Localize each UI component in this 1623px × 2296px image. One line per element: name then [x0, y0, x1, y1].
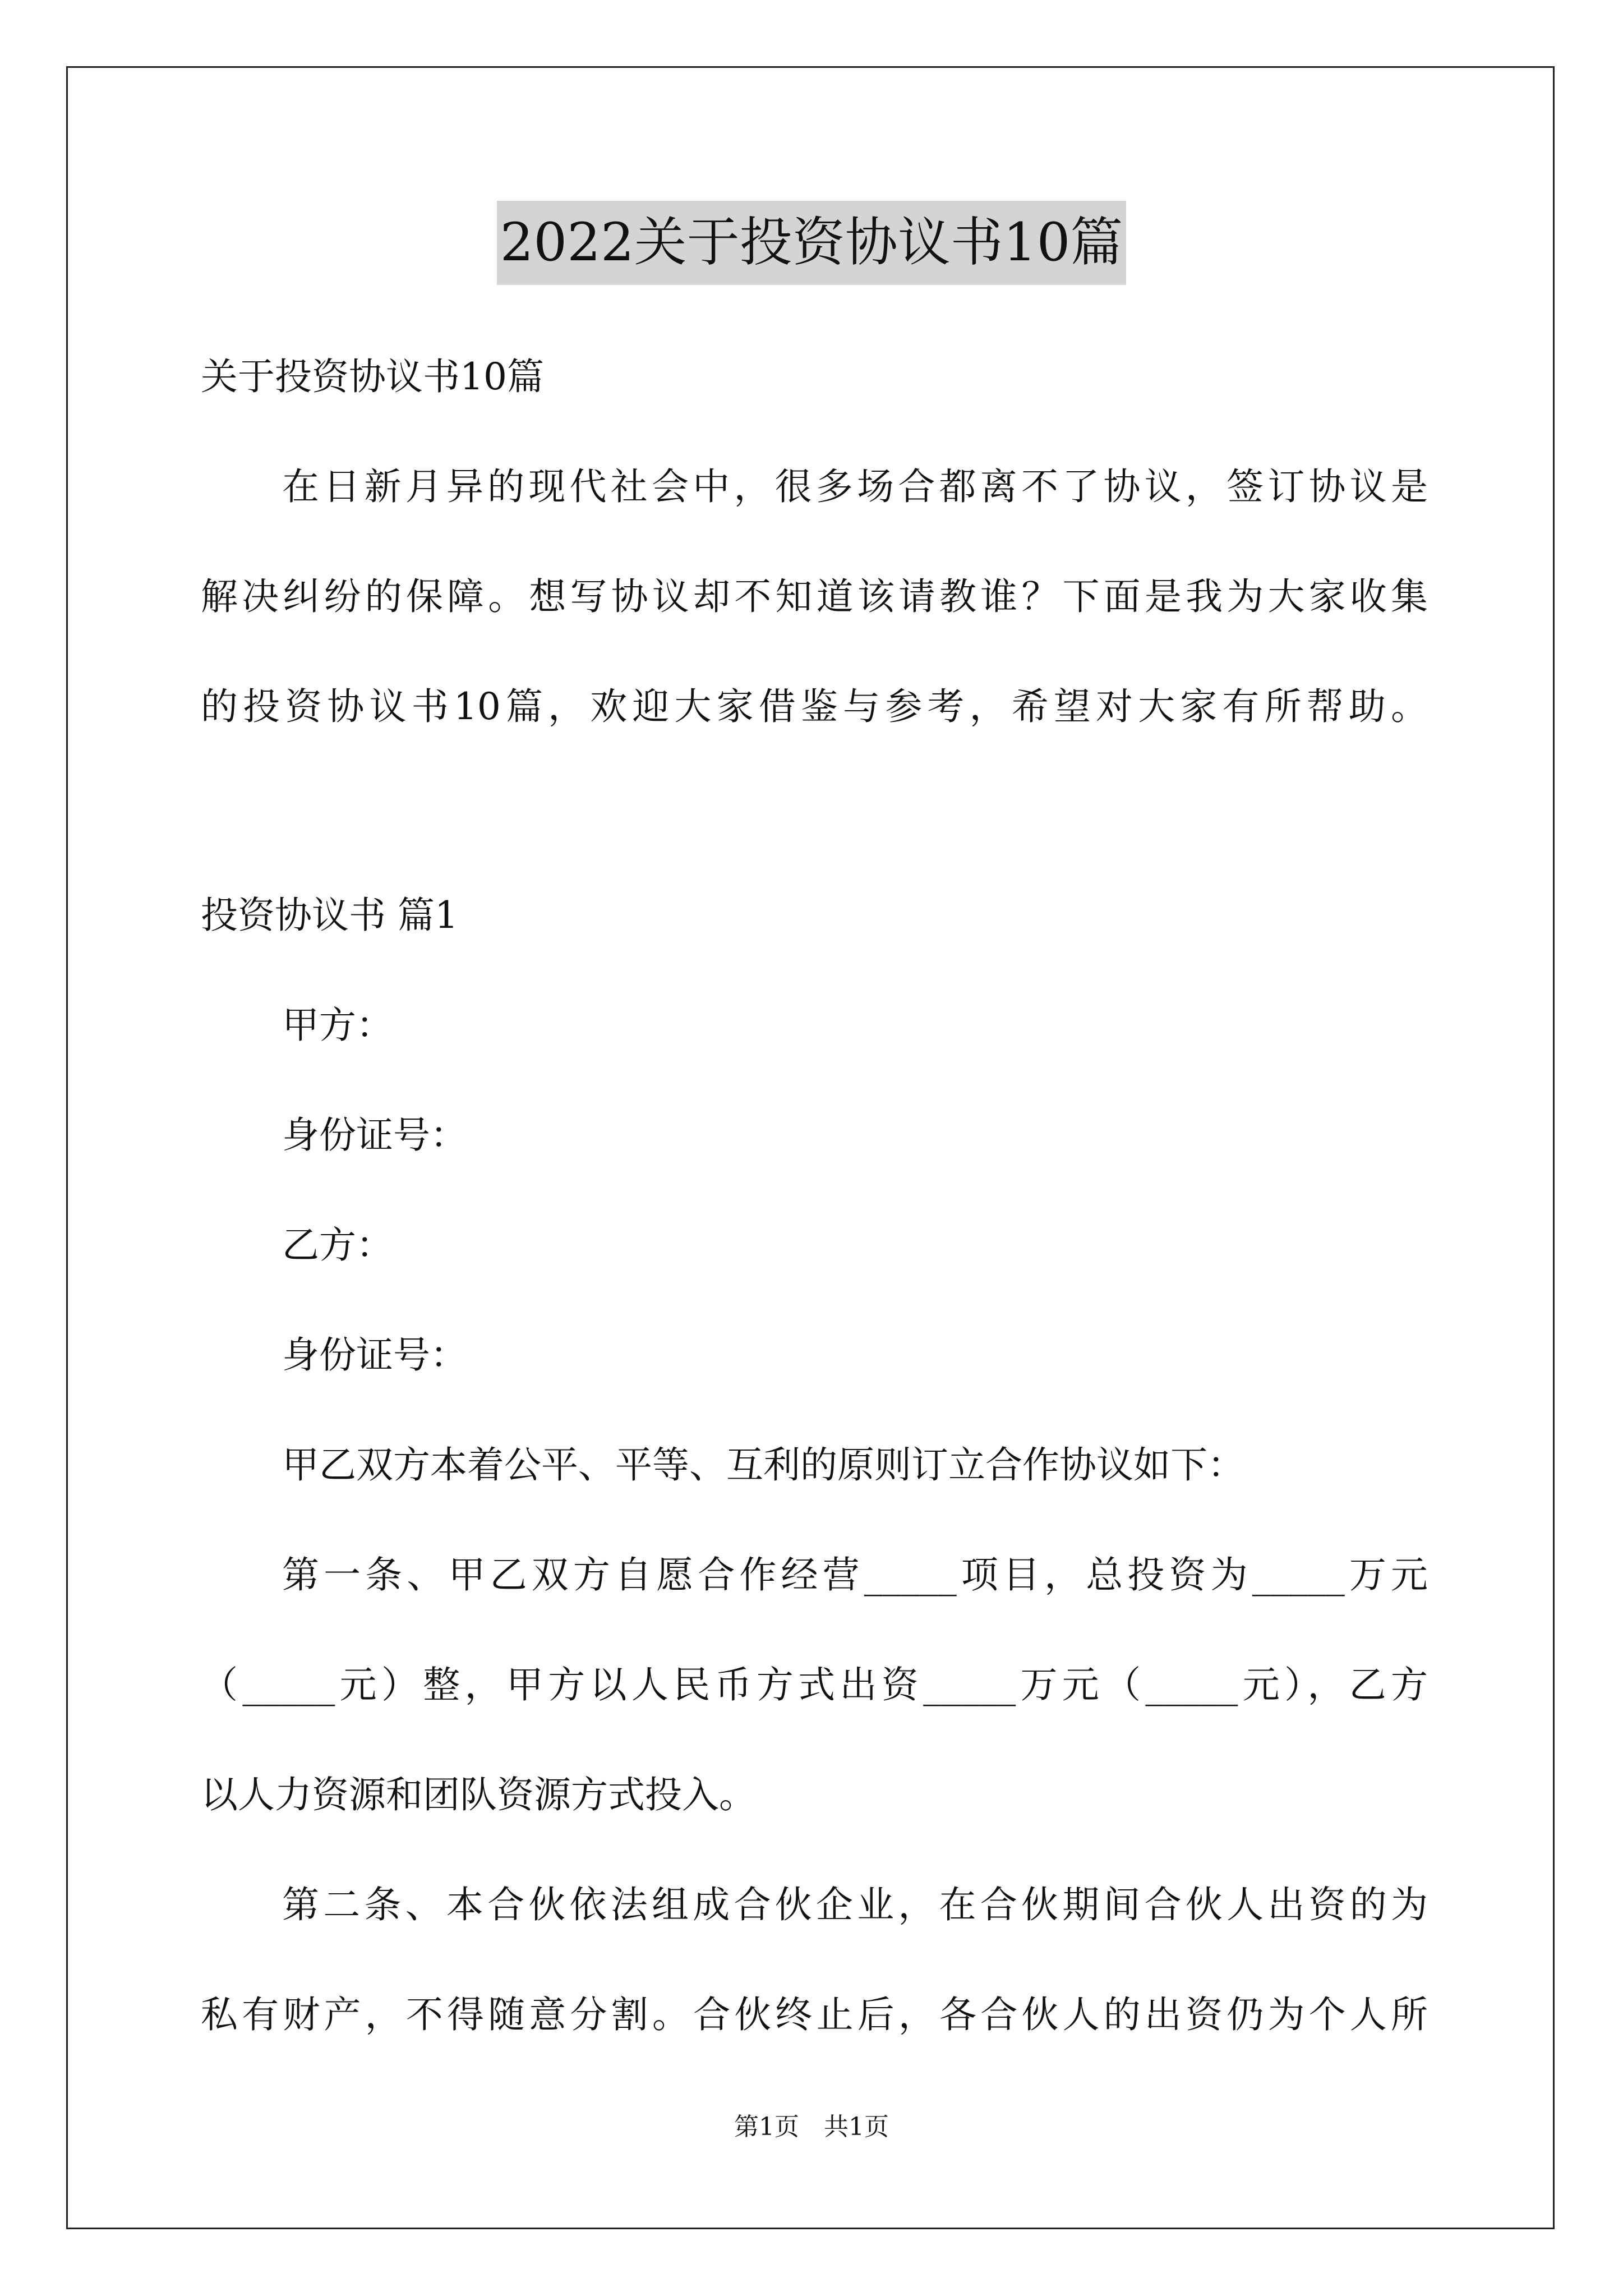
article-2-line-2: 私有财产，不得随意分割。合伙终止后，各合伙人的出资仍为个人所 [201, 1993, 1428, 2036]
document-subtitle: 关于投资协议书10篇 [201, 355, 544, 398]
title-container [0, 201, 1623, 285]
article-1-line-2: （_____元）整，甲方以人民币方式出资_____万元（_____元），乙方 [201, 1663, 1428, 1706]
article-1-line-1: 第一条、甲乙双方自愿合作经营_____项目，总投资为_____万元 [282, 1553, 1428, 1596]
party-a-label: 甲方： [282, 1004, 393, 1047]
intro-line-1: 在日新月异的现代社会中，很多场合都离不了协议，签订协议是 [282, 465, 1428, 508]
document-title: 2022关于投资协议书10篇 [497, 201, 1127, 285]
article-1-line-3: 以人力资源和团队资源方式投入。 [201, 1773, 756, 1816]
party-b-id-label: 身份证号： [282, 1333, 467, 1377]
party-b-label: 乙方： [282, 1223, 393, 1267]
page-footer: 第1页 共1页 [734, 2113, 889, 2141]
intro-line-2: 解决纠纷的保障。想写协议却不知道该请教谁？下面是我为大家收集 [201, 575, 1428, 618]
section-heading: 投资协议书 篇1 [201, 894, 458, 937]
intro-line-3: 的投资协议书10篇，欢迎大家借鉴与参考，希望对大家有所帮助。 [201, 685, 1428, 728]
article-2-line-1: 第二条、本合伙依法组成合伙企业，在合伙期间合伙人出资的为 [282, 1883, 1428, 1926]
preamble: 甲乙双方本着公平、平等、互利的原则订立合作协议如下： [282, 1443, 1244, 1487]
party-a-id-label: 身份证号： [282, 1114, 467, 1157]
